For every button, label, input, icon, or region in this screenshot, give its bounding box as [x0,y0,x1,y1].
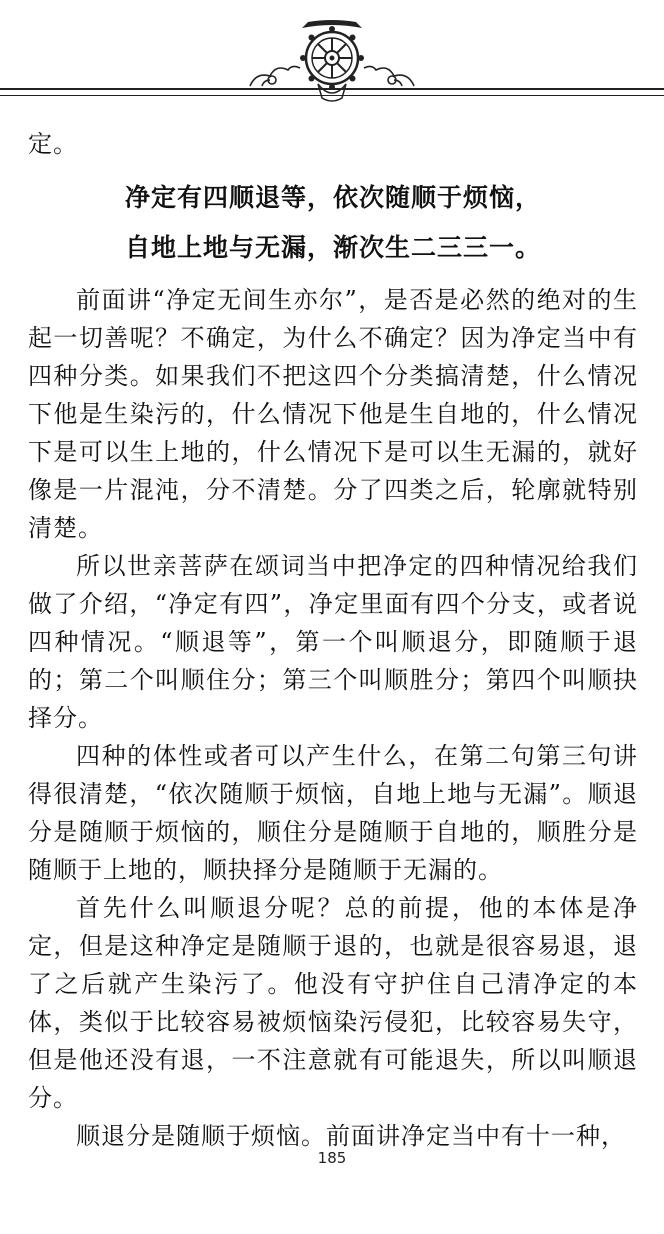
header-rule [0,88,664,96]
page-number: 185 [317,1149,347,1167]
page-body [28,125,638,1155]
verse-block [28,173,638,273]
paragraph-4: 首先什么叫顺退分呢？总的前提，他的本体是净定，但是这种净定是随顺于退的，也就是很容易退，退了之后就产生染污了。他没有守护住自己清净定的本体，类似于比较容易被烦恼染污侵犯，比较容易失守，但是他还没有退，一不注意就有可能退失，所以叫顺退分。 [28,894,638,1112]
verse-line-1: 净定有四顺退等，依次随顺于烦恼， [124,183,541,212]
paragraph-3: 四种的体性或者可以产生什么，在第二句第三句讲得很清楚，“依次随顺于烦恼，自地上地与无漏”。顺退分是随顺于烦恼的，顺住分是随顺于自地的，顺胜分是随顺于上地的，顺抉择分是随顺于无漏的。 [28,742,638,884]
verse-line-2: 自地上地与无漏，渐次生二三三一。 [124,233,541,262]
continuation-text: 定。 [28,130,78,158]
paragraph-1: 前面讲“净定无间生亦尔”，是否是必然的绝对的生起一切善呢？不确定，为什么不确定？因为净定当中有四种分类。如果我们不把这四个分类搞清楚，什么情况下他是生染污的，什么情况下他是生自地的，什么情况下是可以生上地的，什么情况下是可以生无漏的，就好像是一片混沌，分不清楚。分了四类之后，轮廓就特别清楚。 [28,286,638,542]
paragraph-5: 顺退分是随顺于烦恼。前面讲净定当中有十一种， [76,1122,626,1150]
paragraph-2: 所以世亲菩萨在颂词当中把净定的四种情况给我们做了介绍，“净定有四”，净定里面有四个分支，或者说四种情况。“顺退等”，第一个叫顺退分，即随顺于退的；第二个叫顺住分；第三个叫顺胜分；第四个叫顺抉择分。 [28,552,638,732]
